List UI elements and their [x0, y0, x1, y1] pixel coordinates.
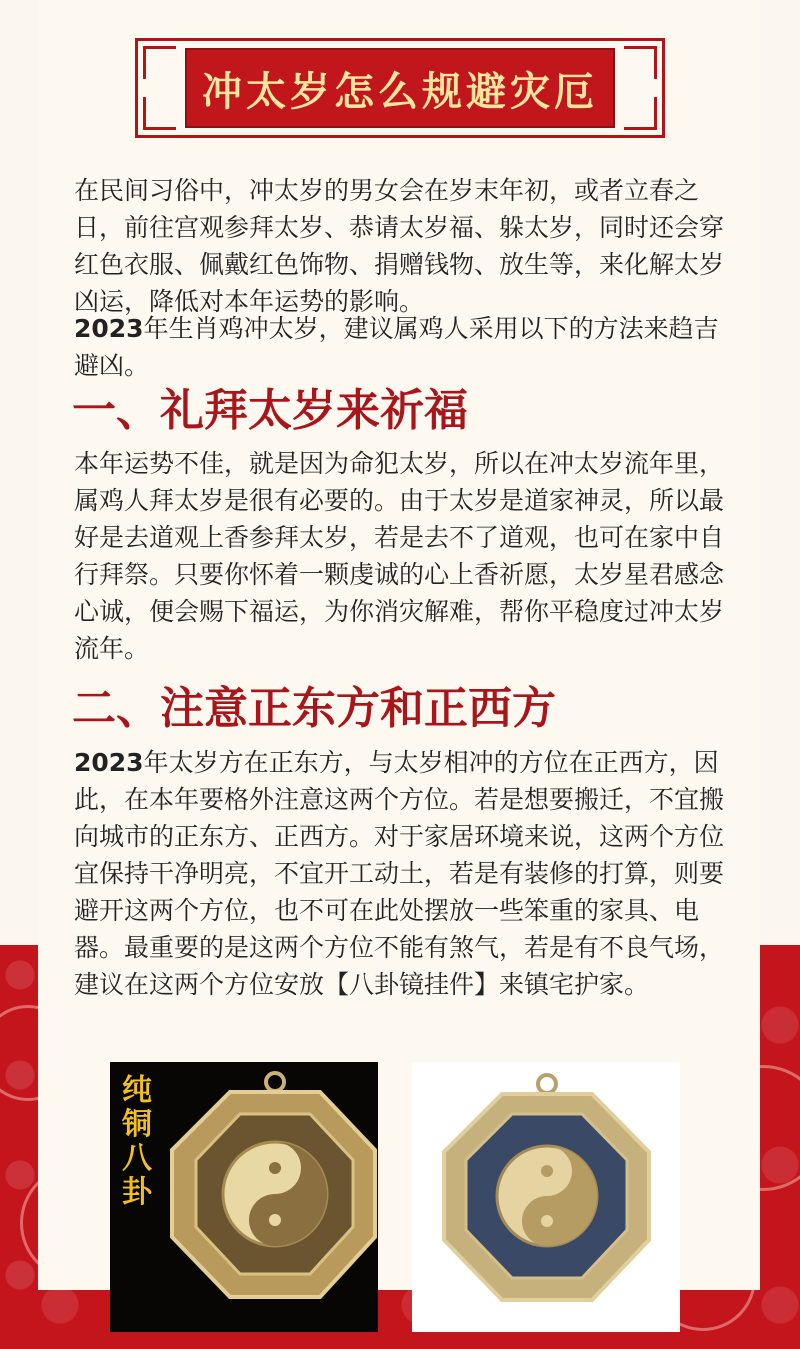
section-heading-2: 二、注意正东方和正西方 [72, 683, 556, 734]
intro-paragraph-2 [74, 310, 734, 384]
bagua-mirror-image-brass [110, 1062, 378, 1332]
section-1-body: 本年运势不佳，就是因为命犯太岁，所以在冲太岁流年里，属鸡人拜太岁是很有必要的。由于太岁是道家神灵，所以最好是去道观上香参拜太岁，若是去不了道观，也可在家中自行拜祭。只要你怀着一颗虔诚的心上香祈愿，太岁星君感念心诚，便会赐下福运，为你消灾解难，帮你平稳度过冲太岁流年。 [74, 449, 725, 663]
banner-corner [624, 46, 657, 79]
banner-corner [143, 46, 176, 79]
banner-corner [624, 97, 657, 130]
year-number: 2023 [74, 748, 144, 777]
title-banner [135, 38, 665, 138]
bagua-mirror-icon [412, 1062, 680, 1332]
bagua-mirror-image-blue [412, 1062, 680, 1332]
section-2-body-text: 年太岁方在正东方，与太岁相冲的方位在正西方，因此，在本年要格外注意这两个方位。若是想要搬迁，不宜搬向城市的正东方、正西方。对于家居环境来说，这两个方位宜保持干净明亮，不宜开工动土，若是有装修的打算，则要避开这两个方位，也不可在此处摆放一些笨重的家具、电器。最重要的是这两个方位不能有煞气，若是有不良气场，建议在这两个方位安放【八卦镜挂件】来镇宅护家。 [74, 748, 725, 999]
page-title: 冲太岁怎么规避灾厄 [202, 67, 598, 115]
intro-paragraph: 在民间习俗中，冲太岁的男女会在岁末年初，或者立春之日，前往宫观参拜太岁、恭请太岁福、躲太岁，同时还会穿红色衣服、佩戴红色饰物、捐赠钱物、放生等，来化解太岁凶运，降低对本年运势的影响。 [74, 176, 725, 316]
product-label: 纯铜八卦 [122, 1073, 152, 1210]
banner-corner [143, 97, 176, 130]
section-heading-1: 一、礼拜太岁来祈福 [72, 385, 468, 436]
banner-plate [185, 48, 615, 128]
section-2-body [74, 744, 734, 1003]
year-number: 2023 [74, 314, 144, 343]
intro-paragraph-2-text: 年生肖鸡冲太岁，建议属鸡人采用以下的方法来趋吉避凶。 [74, 314, 719, 380]
